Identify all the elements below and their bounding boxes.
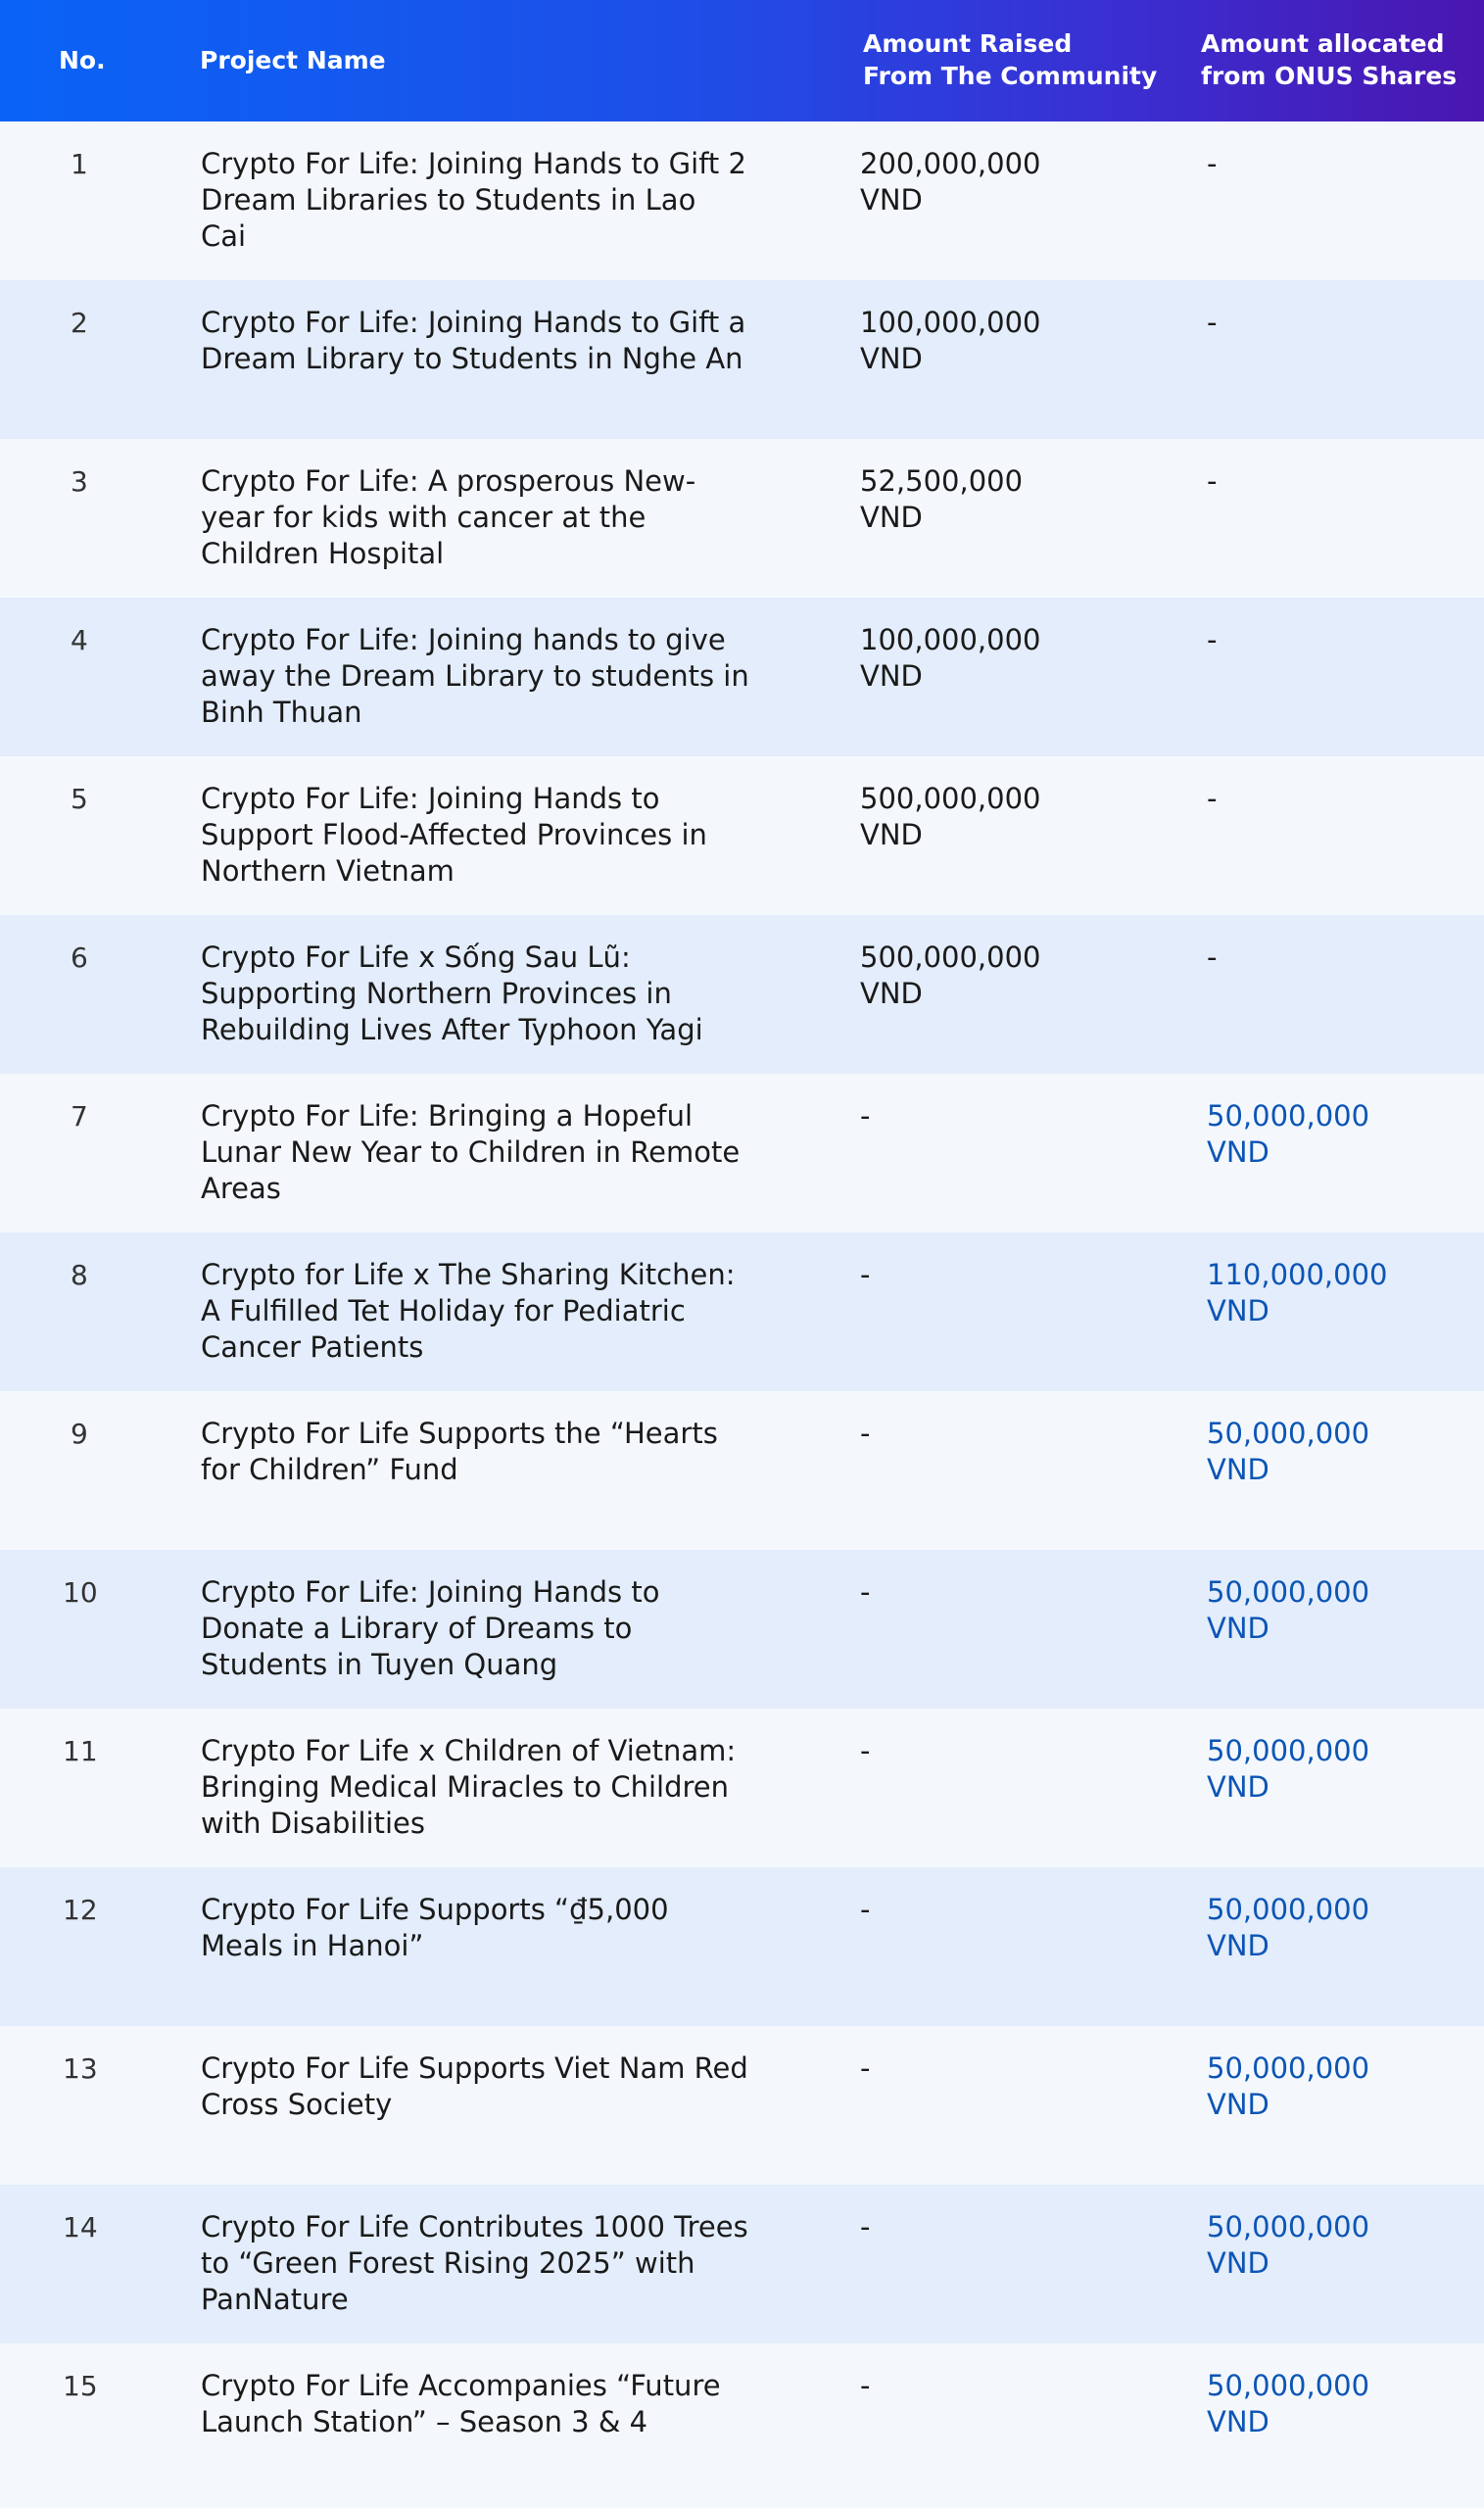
amount-community: 500,000,000 VND bbox=[860, 940, 1041, 1010]
row-number: 12 bbox=[63, 1894, 98, 1926]
amount-onus: 110,000,000 VND bbox=[1207, 1258, 1388, 1327]
amount-community: - bbox=[860, 1258, 871, 1291]
row-number: 2 bbox=[71, 307, 88, 339]
amount-onus: 50,000,000 VND bbox=[1207, 1893, 1370, 1962]
table-row bbox=[0, 598, 1484, 756]
amount-community: 200,000,000 VND bbox=[860, 147, 1041, 217]
table-row bbox=[0, 1550, 1484, 1709]
amount-community: 52,500,000 VND bbox=[860, 464, 1024, 534]
amount-onus: 50,000,000 VND bbox=[1207, 1575, 1370, 1645]
row-number: 11 bbox=[63, 1735, 98, 1767]
project-name: Crypto For Life x Children of Vietnam: Bringing Medical Miracles to Children with Disabilities bbox=[201, 1734, 737, 1840]
table-row bbox=[0, 1391, 1484, 1550]
amount-onus: 50,000,000 VND bbox=[1207, 1099, 1370, 1169]
row-number: 14 bbox=[63, 2211, 98, 2243]
table-header bbox=[0, 0, 1484, 121]
amount-community: - bbox=[860, 1099, 871, 1133]
amount-community: - bbox=[860, 1734, 871, 1767]
table-row bbox=[0, 1232, 1484, 1391]
row-number: 1 bbox=[71, 148, 88, 180]
amount-onus: - bbox=[1207, 940, 1218, 974]
row-number: 15 bbox=[63, 2370, 98, 2402]
header-project-name: Project Name bbox=[200, 46, 386, 74]
project-name: Crypto For Life Supports “₫5,000 Meals in Hanoi” bbox=[201, 1893, 669, 1962]
amount-community: - bbox=[860, 2051, 871, 2085]
project-name: Crypto For Life Supports the “Hearts for Children” Fund bbox=[201, 1417, 718, 1486]
amount-onus: 50,000,000 VND bbox=[1207, 1417, 1370, 1486]
project-name: Crypto For Life: Joining hands to give away the Dream Library to students in Binh Thuan bbox=[201, 623, 749, 729]
table-row bbox=[0, 439, 1484, 598]
amount-community: - bbox=[860, 1893, 871, 1926]
amount-community: - bbox=[860, 1575, 871, 1609]
project-name: Crypto For Life: Joining Hands to Gift a Dream Library to Students in Nghe An bbox=[201, 306, 746, 375]
table-row bbox=[0, 280, 1484, 439]
table-row bbox=[0, 2026, 1484, 2185]
amount-onus: 50,000,000 VND bbox=[1207, 2369, 1370, 2438]
row-number: 4 bbox=[71, 624, 88, 656]
row-number: 10 bbox=[63, 1576, 98, 1609]
project-name: Crypto For Life Contributes 1000 Trees to “Green Forest Rising 2025” with PanNature bbox=[201, 2210, 748, 2316]
amount-onus: - bbox=[1207, 464, 1218, 498]
project-name: Crypto For Life: Bringing a Hopeful Lunar New Year to Children in Remote Areas bbox=[201, 1099, 741, 1205]
row-number: 9 bbox=[71, 1418, 88, 1450]
project-name: Crypto For Life: Joining Hands to Donate a Library of Dreams to Students in Tuyen Quang bbox=[201, 1575, 660, 1681]
row-number: 6 bbox=[71, 941, 88, 974]
table-row bbox=[0, 1867, 1484, 2026]
row-number: 13 bbox=[63, 2052, 98, 2085]
row-number: 5 bbox=[71, 783, 88, 815]
amount-community: 100,000,000 VND bbox=[860, 306, 1041, 375]
table-row bbox=[0, 1709, 1484, 1867]
amount-onus: 50,000,000 VND bbox=[1207, 1734, 1370, 1804]
amount-onus: - bbox=[1207, 147, 1218, 180]
header-amount-onus: Amount allocated from ONUS Shares bbox=[1201, 29, 1458, 90]
project-name: Crypto For Life: A prosperous New-year for kids with cancer at the Children Hospital bbox=[201, 464, 696, 570]
row-number: 7 bbox=[71, 1100, 88, 1133]
amount-onus: 50,000,000 VND bbox=[1207, 2210, 1370, 2280]
amount-community: - bbox=[860, 2369, 871, 2402]
amount-onus: - bbox=[1207, 782, 1218, 815]
project-name: Crypto For Life Accompanies “Future Launch Station” – Season 3 & 4 bbox=[201, 2369, 721, 2438]
project-name: Crypto for Life x The Sharing Kitchen: A Fulfilled Tet Holiday for Pediatric Cancer Patients bbox=[201, 1258, 736, 1364]
table-row bbox=[0, 121, 1484, 280]
table-row bbox=[0, 915, 1484, 1074]
amount-community: - bbox=[860, 2210, 871, 2243]
row-number: 3 bbox=[71, 465, 88, 498]
project-name: Crypto For Life x Sống Sau Lũ: Supporting Northern Provinces in Rebuilding Lives After Typhoon Yagi bbox=[201, 940, 703, 1046]
project-name: Crypto For Life: Joining Hands to Gift 2 Dream Libraries to Students in Lao Cai bbox=[201, 147, 746, 253]
table-row bbox=[0, 1074, 1484, 1232]
amount-onus: - bbox=[1207, 306, 1218, 339]
project-name: Crypto For Life Supports Viet Nam Red Cross Society bbox=[201, 2051, 748, 2121]
table-row bbox=[0, 756, 1484, 915]
row-number: 8 bbox=[71, 1259, 88, 1291]
table-row bbox=[0, 2185, 1484, 2343]
amount-community: - bbox=[860, 1417, 871, 1450]
amount-onus: - bbox=[1207, 623, 1218, 656]
project-name: Crypto For Life: Joining Hands to Support Flood-Affected Provinces in Northern Vietnam bbox=[201, 782, 707, 888]
amount-onus: 50,000,000 VND bbox=[1207, 2051, 1370, 2121]
amount-community: 100,000,000 VND bbox=[860, 623, 1041, 693]
amount-community: 500,000,000 VND bbox=[860, 782, 1041, 851]
header-amount-community: Amount Raised From The Community bbox=[863, 29, 1158, 90]
header-no: No. bbox=[59, 46, 106, 74]
table-row bbox=[0, 2343, 1484, 2502]
